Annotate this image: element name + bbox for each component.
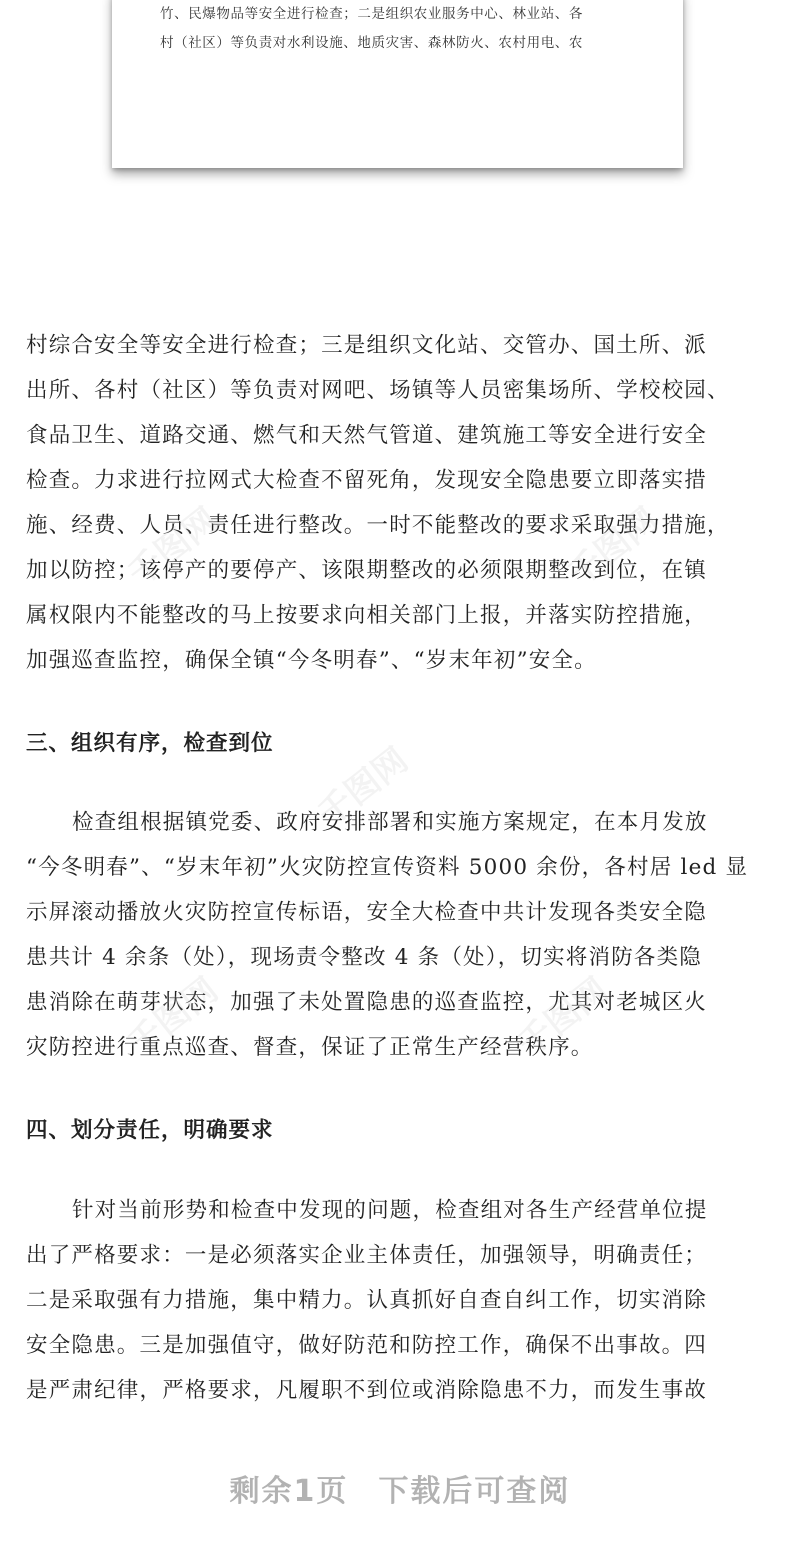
- watermark: 千图网: [120, 500, 226, 595]
- text-line: 安全隐患。三是加强值守，做好防范和防控工作，确保不出事故。四: [26, 1333, 708, 1358]
- text-line: 食品卫生、道路交通、燃气和天然气管道、建筑施工等安全进行安全: [26, 423, 708, 448]
- paragraph-continuation: [26, 323, 774, 683]
- text-line: 患共计 4 余条（处），现场责令整改 4 条（处），切实将消防各类隐: [26, 945, 702, 970]
- section-4-heading: 四、划分责任，明确要求: [26, 1118, 274, 1143]
- text-line: 示屏滚动播放火灾防控宣传标语，安全大检查中共计发现各类安全隐: [26, 900, 708, 925]
- section-3-body: [26, 800, 774, 1070]
- text-line: 患消除在萌芽状态，加强了未处置隐患的巡查监控，尤其对老城区火: [26, 990, 708, 1015]
- previous-page-card: [112, 0, 683, 168]
- watermark: 千图网: [120, 970, 226, 1065]
- text-line: 出所、各村（社区）等负责对网吧、场镇等人员密集场所、学校校园、: [26, 378, 730, 403]
- download-hint-label: 下载后可查阅: [378, 1474, 571, 1509]
- text-line: 属权限内不能整改的马上按要求向相关部门上报，并落实防控措施，: [26, 603, 708, 628]
- text-line: 针对当前形势和检查中发现的问题，检查组对各生产经营单位提: [72, 1198, 708, 1223]
- text-line: 出了严格要求：一是必须落实企业主体责任，加强领导，明确责任；: [26, 1243, 708, 1268]
- text-line: “今冬明春”、“岁末年初”火灾防控宣传资料 5000 余份，各村居 led 显: [26, 855, 749, 880]
- text-line: 加强巡查监控，确保全镇“今冬明春”、“岁末年初”安全。: [26, 648, 597, 673]
- card-line: 村（社区）等负责对水利设施、地质灾害、森林防火、农村用电、农: [160, 35, 583, 51]
- text-line: 灾防控进行重点巡查、督查，保证了正常生产经营秩序。: [26, 1035, 594, 1060]
- text-line: 村综合安全等安全进行检查；三是组织文化站、交管办、国土所、派: [26, 333, 708, 358]
- remaining-pages-label: 剩余1页: [229, 1474, 349, 1509]
- card-line: 竹、民爆物品等安全进行检查；二是组织农业服务中心、林业站、各: [160, 6, 583, 22]
- text-line: 检查。力求进行拉网式大检查不留死角，发现安全隐患要立即落实措: [26, 468, 708, 493]
- watermark: 千图网: [510, 970, 616, 1065]
- watermark: 千图网: [560, 500, 666, 595]
- text-line: 检查组根据镇党委、政府安排部署和实施方案规定，在本月发放: [72, 810, 708, 835]
- text-line: 施、经费、人员、责任进行整改。一时不能整改的要求采取强力措施，: [26, 513, 730, 538]
- previous-page-text: [160, 0, 650, 58]
- section-4-body: [26, 1188, 774, 1413]
- text-line: 加以防控；该停产的要停产、该限期整改的必须限期整改到位，在镇: [26, 558, 708, 583]
- section-3-heading: 三、组织有序，检查到位: [26, 731, 274, 756]
- text-line: 是严肃纪律，严格要求，凡履职不到位或消除隐患不力，而发生事故: [26, 1378, 708, 1403]
- text-line: 二是采取强有力措施，集中精力。认真抓好自查自纠工作，切实消除: [26, 1288, 708, 1313]
- remaining-pages-notice[interactable]: [0, 1466, 800, 1510]
- watermark: 千图网: [310, 740, 416, 835]
